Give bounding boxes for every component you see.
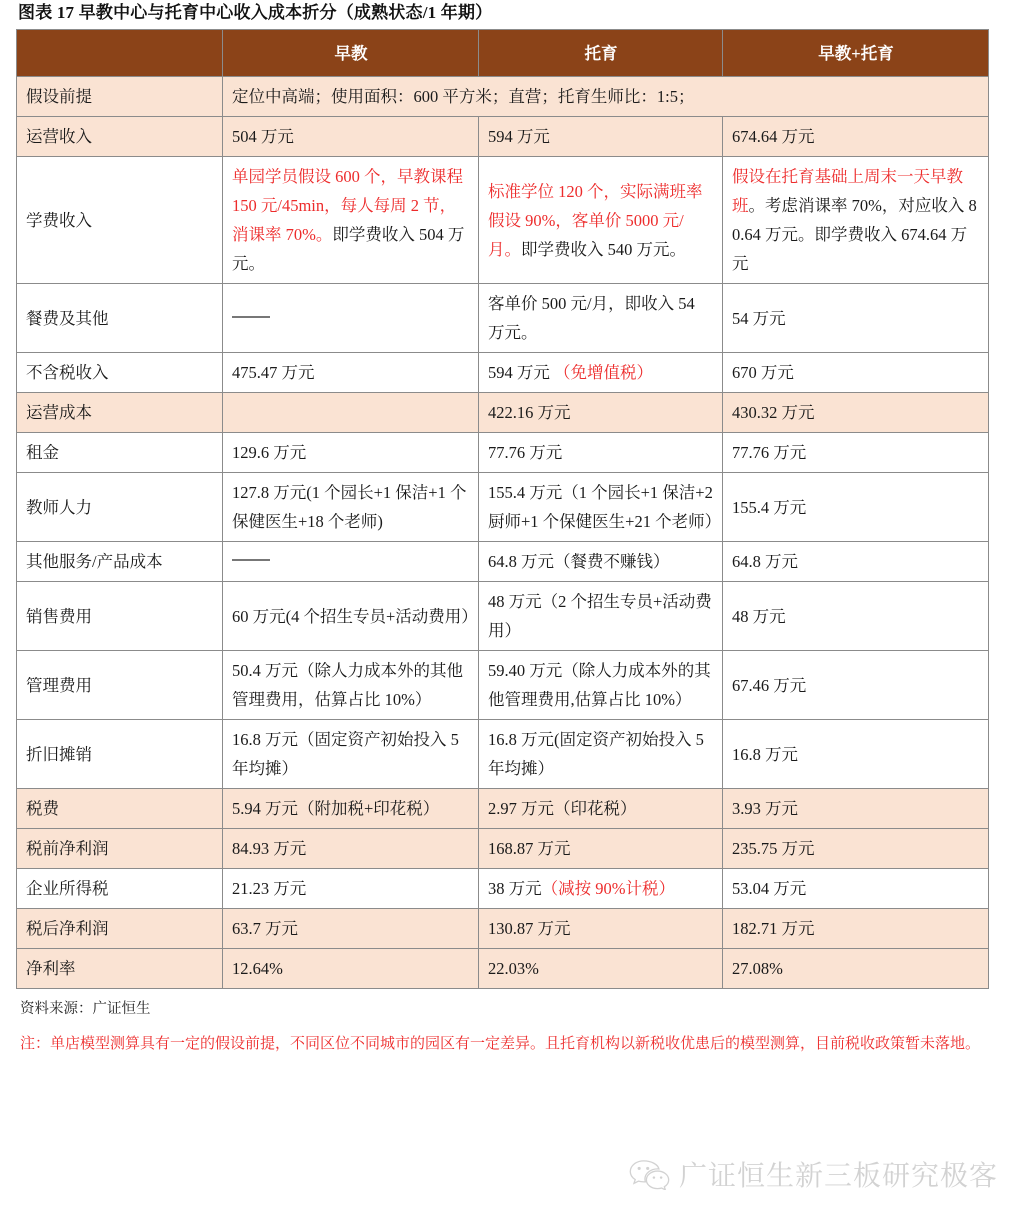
watermark-text: 广证恒生新三板研究极客 (678, 1160, 998, 1191)
row-cell: 50.4 万元（除人力成本外的其他管理费用，估算占比 10%） (223, 651, 479, 720)
row-cell: 48 万元（2 个招生专员+活动费用） (479, 582, 723, 651)
row-cell: 5.94 万元（附加税+印花税） (223, 789, 479, 829)
row-cell: 16.8 万元 (723, 720, 989, 789)
row-cell: 12.64% (223, 949, 479, 989)
row-cell: 77.76 万元 (479, 433, 723, 473)
row-label: 税费 (17, 789, 223, 829)
cell-text: 670 万元 (732, 363, 794, 382)
cell-highlight-text: 假设在托育基础上周末一天早教班 (732, 167, 963, 215)
row-label: 运营成本 (17, 393, 223, 433)
table-row (17, 433, 989, 473)
table-body (17, 77, 989, 989)
row-cell: 16.8 万元（固定资产初始投入 5 年均摊） (223, 720, 479, 789)
row-cell: 16.8 万元(固定资产初始投入 5 年均摊） (479, 720, 723, 789)
row-cell (723, 157, 989, 284)
em-dash-icon (232, 316, 270, 318)
row-cell: 54 万元 (723, 284, 989, 353)
cell-text: 594 万元 (488, 363, 554, 382)
row-cell (223, 157, 479, 284)
row-cell: 67.46 万元 (723, 651, 989, 720)
em-dash-icon (232, 559, 270, 561)
row-cell: 674.64 万元 (723, 117, 989, 157)
row-cell: 84.93 万元 (223, 829, 479, 869)
row-cell (223, 393, 479, 433)
row-cell: 63.7 万元 (223, 909, 479, 949)
row-cell: 22.03% (479, 949, 723, 989)
table-row (17, 869, 989, 909)
row-cell: 定位中高端；使用面积：600 平方米；直营；托育生师比：1:5； (223, 77, 989, 117)
cell-text: 即学费收入 540 万元。 (521, 239, 686, 259)
row-label: 运营收入 (17, 117, 223, 157)
cell-text: 即学费收入 504 万元。 (232, 225, 465, 273)
row-cell: 155.4 万元（1 个园长+1 保洁+2 厨师+1 个保健医生+21 个老师） (479, 473, 723, 542)
row-label: 企业所得税 (17, 869, 223, 909)
row-label: 税后净利润 (17, 909, 223, 949)
row-cell (479, 157, 723, 284)
row-cell (223, 542, 479, 582)
row-cell (723, 869, 989, 909)
row-cell (479, 869, 723, 909)
row-label: 教师人力 (17, 473, 223, 542)
table-row (17, 789, 989, 829)
table-row (17, 353, 989, 393)
row-label: 学费收入 (17, 157, 223, 284)
cell-text: 。考虑消课率 70%，对应收入 80.64 万元。即学费收入 674.64 万元 (732, 196, 977, 273)
row-label: 管理费用 (17, 651, 223, 720)
cell-text: 38 万元 (488, 879, 542, 898)
cell-text: 475.47 万元 (232, 363, 315, 382)
row-cell (479, 353, 723, 393)
table-row (17, 77, 989, 117)
column-header-zaojiao: 早教 (223, 30, 479, 77)
row-cell: 430.32 万元 (723, 393, 989, 433)
row-label: 净利率 (17, 949, 223, 989)
row-cell: 504 万元 (223, 117, 479, 157)
cell-highlight-text: （免增值税） (554, 363, 653, 382)
row-label: 税前净利润 (17, 829, 223, 869)
row-label: 其他服务/产品成本 (17, 542, 223, 582)
table-row (17, 829, 989, 869)
table-row (17, 473, 989, 542)
row-cell: 168.87 万元 (479, 829, 723, 869)
row-label: 不含税收入 (17, 353, 223, 393)
row-cell: 64.8 万元（餐费不赚钱） (479, 542, 723, 582)
row-cell: 422.16 万元 (479, 393, 723, 433)
header-row (17, 30, 989, 77)
row-cell: 3.93 万元 (723, 789, 989, 829)
column-header-tuoyu: 托育 (479, 30, 723, 77)
row-cell: 127.8 万元(1 个园长+1 保洁+1 个保健医生+18 个老师) (223, 473, 479, 542)
row-cell: 130.87 万元 (479, 909, 723, 949)
table-header (17, 30, 989, 77)
source-line: 资料来源：广证恒生 (20, 1001, 151, 1017)
row-cell (723, 353, 989, 393)
row-cell: 64.8 万元 (723, 542, 989, 582)
row-label: 销售费用 (17, 582, 223, 651)
row-label: 折旧摊销 (17, 720, 223, 789)
table-row (17, 393, 989, 433)
financial-table (16, 29, 989, 989)
row-cell: 60 万元(4 个招生专员+活动费用） (223, 582, 479, 651)
note-line: 注：单店模型测算具有一定的假设前提，不同区位不同城市的园区有一定差异。且托育机构以新税收优患后的模型测算，目前税收政策暂未落地。 (20, 1036, 981, 1052)
column-header-blank (17, 30, 223, 77)
table-row (17, 909, 989, 949)
row-cell: 59.40 万元（除人力成本外的其他管理费用,估算占比 10%） (479, 651, 723, 720)
row-cell (223, 284, 479, 353)
table-row (17, 582, 989, 651)
table-row (17, 949, 989, 989)
row-cell: 客单价 500 元/月，即收入 54 万元。 (479, 284, 723, 353)
table-row (17, 157, 989, 284)
cell-highlight-text: 标准学位 120 个，实际满班率假设 90%，客单价 5000 元/月。 (488, 181, 703, 259)
row-cell: 48 万元 (723, 582, 989, 651)
row-cell (223, 869, 479, 909)
row-cell (223, 353, 479, 393)
table-row (17, 542, 989, 582)
row-label: 假设前提 (17, 77, 223, 117)
row-cell: 235.75 万元 (723, 829, 989, 869)
cell-text: 21.23 万元 (232, 879, 307, 898)
cell-text: 53.04 万元 (732, 879, 807, 898)
table-row (17, 651, 989, 720)
row-label: 租金 (17, 433, 223, 473)
row-label: 餐费及其他 (17, 284, 223, 353)
row-cell: 27.08% (723, 949, 989, 989)
row-cell: 155.4 万元 (723, 473, 989, 542)
row-cell: 77.76 万元 (723, 433, 989, 473)
wechat-icon (628, 1158, 670, 1190)
table-row (17, 720, 989, 789)
row-cell: 129.6 万元 (223, 433, 479, 473)
row-cell: 594 万元 (479, 117, 723, 157)
table-row (17, 117, 989, 157)
row-cell: 2.97 万元（印花税） (479, 789, 723, 829)
watermark (628, 1154, 998, 1194)
row-cell: 182.71 万元 (723, 909, 989, 949)
cell-highlight-text: （减按 90%计税） (541, 879, 675, 898)
cell-highlight-text: 单园学员假设 600 个，早教课程 150 元/45min，每人每周 2 节，消课率 70%。 (232, 167, 463, 244)
column-header-combined: 早教+托育 (723, 30, 989, 77)
table-row (17, 284, 989, 353)
figure-title: 图表 17 早教中心与托育中心收入成本折分（成熟状态/1 年期） (18, 3, 493, 22)
